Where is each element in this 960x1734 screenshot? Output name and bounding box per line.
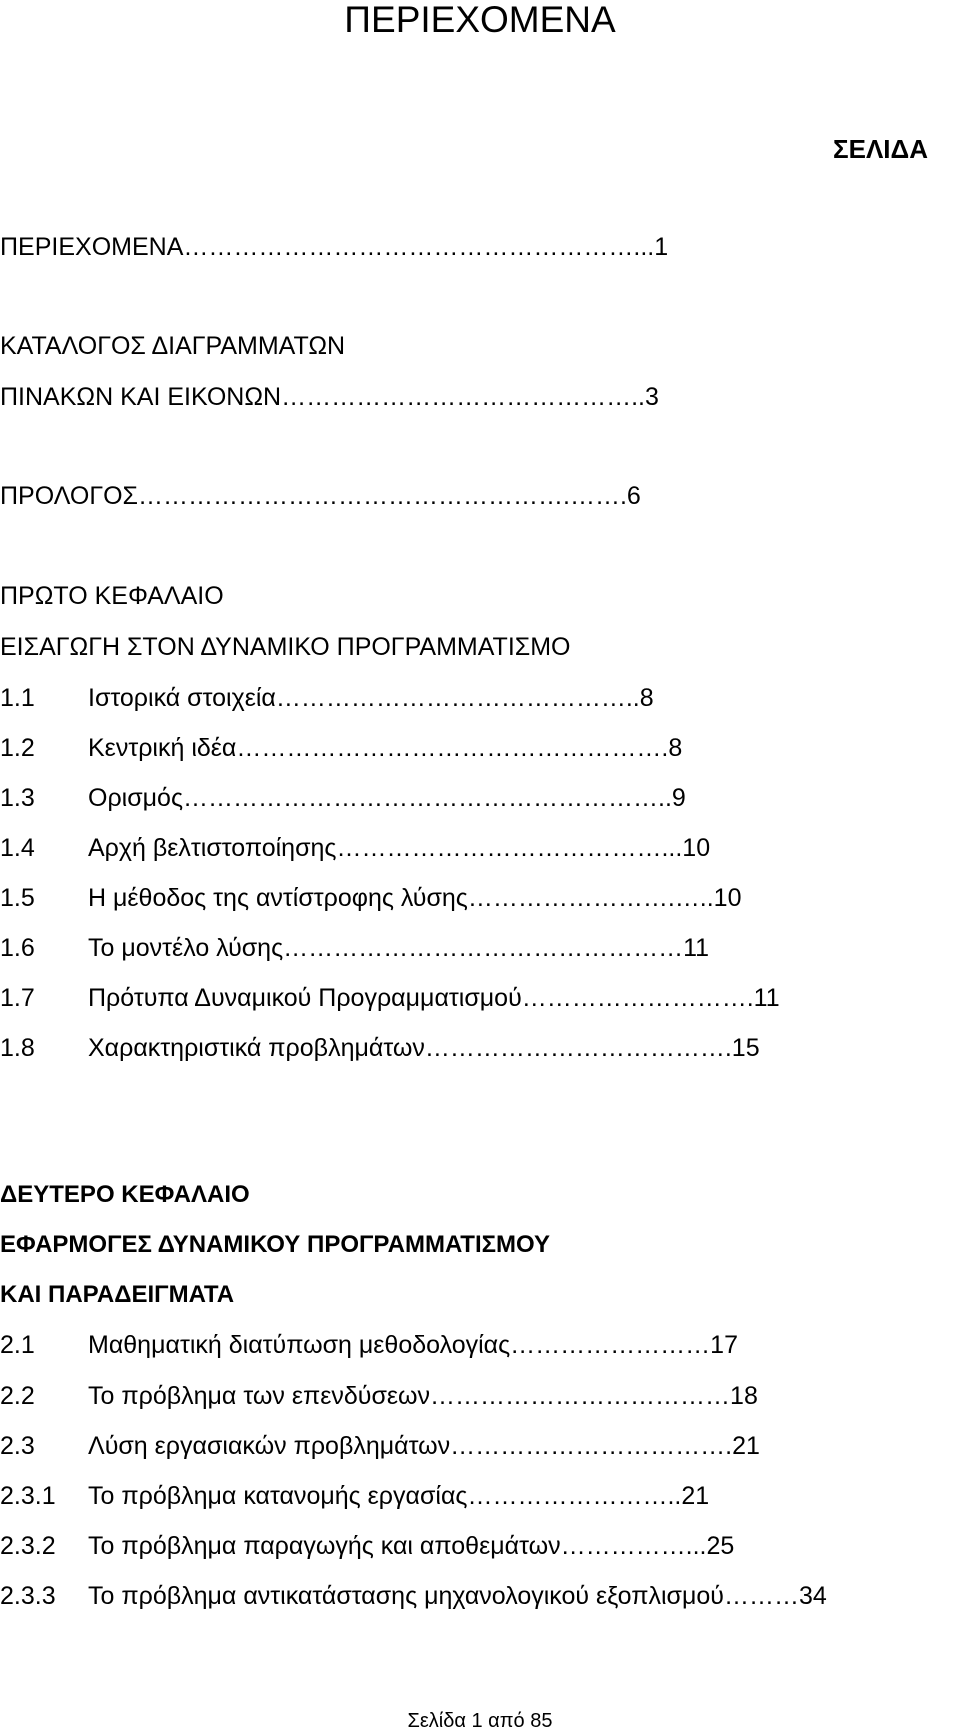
toc-text: Πρότυπα Δυναμικού Προγραμματισμού……………………….11 [88,984,780,1012]
toc-text: Αρχή βελτιστοποίησης…………………………………...10 [88,834,711,862]
toc-entry-tables-images[interactable]: ΠΙΝΑΚΩΝ ΚΑΙ ΕΙΚΟΝΩΝ……………………………………..3 [0,383,659,411]
toc-number: 1.4 [0,834,35,862]
page-footer: Σελίδα 1 από 85 [407,1710,553,1732]
toc-entry-2-3-3[interactable] [0,1581,960,1611]
toc-entry-2-3-1[interactable] [0,1481,960,1511]
chapter2-heading: ΔΕΥΤΕΡΟ ΚΕΦΑΛΑΙΟ [0,1181,250,1208]
toc-entry-1-7[interactable] [0,983,960,1013]
chapter2-title-cont: ΚΑΙ ΠΑΡΑΔΕΙΓΜΑΤΑ [0,1281,235,1308]
toc-entry-contents[interactable]: ΠΕΡΙΕΧΟΜΕΝΑ………………………………………………...1 [0,233,669,261]
toc-text: Το μοντέλο λύσης…………………………………………11 [88,934,710,962]
toc-number: 2.3.1 [0,1482,56,1510]
page-column-label: ΣΕΛΙΔΑ [833,134,928,164]
toc-entry-1-8[interactable] [0,1033,960,1063]
toc-number: 1.8 [0,1034,35,1062]
toc-entry-2-3-2[interactable] [0,1531,960,1561]
toc-entry-1-5[interactable] [0,883,960,913]
page-title: ΠΕΡΙΕΧΟΜΕΝΑ [344,0,616,40]
toc-text: Ιστορικά στοιχεία……………………………………..8 [88,684,654,712]
toc-number: 1.7 [0,984,35,1012]
toc-text: Λύση εργασιακών προβλημάτων…………………………….21 [88,1432,760,1460]
toc-number: 2.1 [0,1331,35,1359]
toc-number: 1.3 [0,784,35,812]
toc-entry-2-1[interactable] [0,1330,960,1360]
toc-text: Κεντρική ιδέα…………………………………………….8 [88,734,683,762]
toc-text: Το πρόβλημα παραγωγής και αποθεμάτων……………...25 [88,1532,735,1560]
toc-number: 2.3 [0,1432,35,1460]
toc-entry-2-2[interactable] [0,1381,960,1411]
toc-entry-2-3[interactable] [0,1431,960,1461]
toc-entry-1-3[interactable] [0,783,960,813]
toc-text: Το πρόβλημα κατανομής εργασίας……………………..21 [88,1482,710,1510]
toc-number: 1.6 [0,934,35,962]
toc-entry-1-1[interactable] [0,683,960,713]
toc-entry-1-2[interactable] [0,733,960,763]
toc-text: Το πρόβλημα των επενδύσεων………………………………18 [88,1382,758,1410]
toc-entry-1-6[interactable] [0,933,960,963]
toc-number: 1.5 [0,884,35,912]
toc-text: Χαρακτηριστικά προβλημάτων……………………………….15 [88,1034,760,1062]
toc-number: 2.3.2 [0,1532,56,1560]
toc-number: 2.2 [0,1382,35,1410]
toc-number: 1.1 [0,684,35,712]
toc-entry-preface[interactable]: ΠΡΟΛΟΓΟΣ…………………………………………….…….6 [0,482,641,510]
toc-text: Το πρόβλημα αντικατάστασης μηχανολογικού εξοπλισμού………34 [88,1582,827,1610]
toc-text: Η μέθοδος της αντίστροφης λύσης…………………….…..10 [88,884,742,912]
toc-number: 2.3.3 [0,1582,56,1610]
toc-text: Ορισμός…………………………………………………..9 [88,784,686,812]
toc-entry-diagrams[interactable]: ΚΑΤΑΛΟΓΟΣ ΔΙΑΓΡΑΜΜΑΤΩΝ [0,332,346,360]
chapter2-title: ΕΦΑΡΜΟΓΕΣ ΔΥΝΑΜΙΚΟΥ ΠΡΟΓΡΑΜΜΑΤΙΣΜΟΥ [0,1231,551,1258]
toc-number: 1.2 [0,734,35,762]
chapter1-heading: ΠΡΩΤΟ ΚΕΦΑΛΑΙΟ [0,582,224,610]
chapter1-title: ΕΙΣΑΓΩΓΗ ΣΤΟΝ ΔΥΝΑΜΙΚΟ ΠΡΟΓΡΑΜΜΑΤΙΣΜΟ [0,633,571,661]
toc-text: Μαθηματική διατύπωση μεθοδολογίας……………………17 [88,1331,738,1359]
toc-entry-1-4[interactable] [0,833,960,863]
